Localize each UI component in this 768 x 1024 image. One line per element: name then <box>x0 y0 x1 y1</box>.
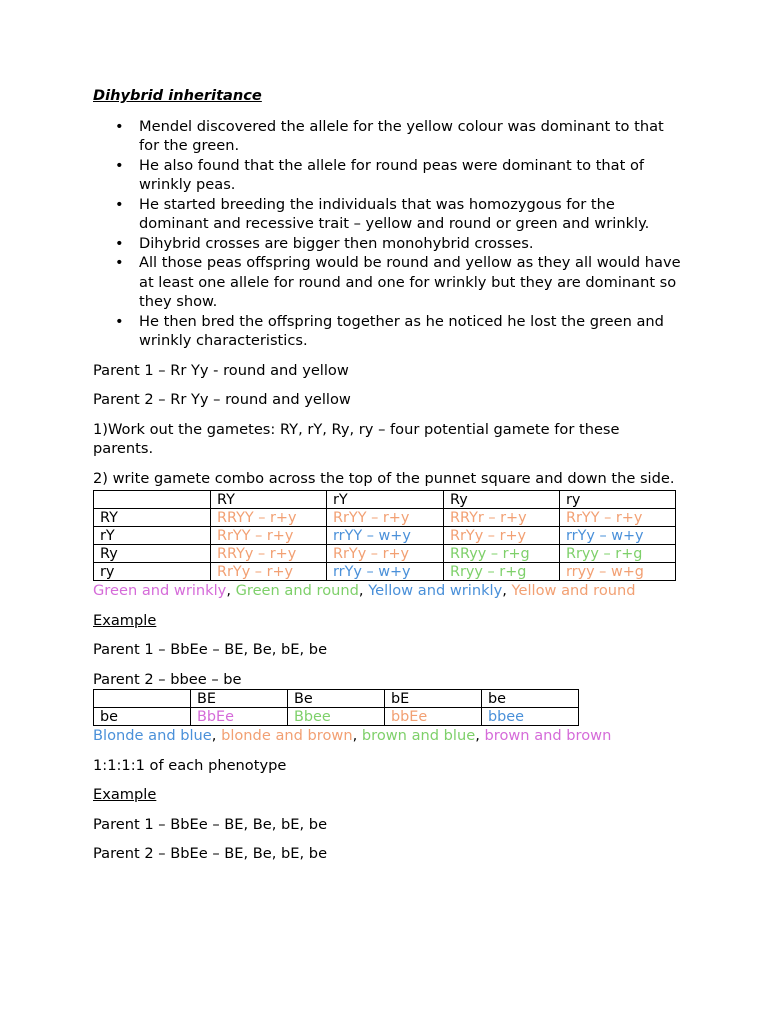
legend-separator: , <box>226 582 236 599</box>
genotype-cell: rrYY – w+y <box>327 527 444 545</box>
genotype-cell: rrYy – w+y <box>327 563 444 581</box>
legend-item: brown and blue <box>361 727 476 744</box>
table-header-cell: BE <box>191 690 288 708</box>
row-label-cell: ry <box>94 563 211 581</box>
example-punnet-table <box>93 689 579 726</box>
bullet-item: • All those peas offspring would be round and yellow as they all would have at least one allele for round and one for wrinkly but they are dominant so they show. <box>115 254 681 310</box>
genotype-cell: RrYy – r+y <box>211 563 327 581</box>
legend-item: blonde and brown <box>221 727 353 744</box>
legend-separator: , <box>211 727 222 744</box>
example1-parent1: Parent 1 – BbEe – BE, Be, bE, be <box>93 641 328 658</box>
table-header-cell: RY <box>211 491 327 509</box>
bullet-icon: • <box>115 312 124 330</box>
genotype-cell: RRYy – r+y <box>211 545 327 563</box>
genotype-cell: rryy – w+g <box>560 563 676 581</box>
parent1-text: Parent 1 – Rr Yy - round and yellow <box>93 361 349 379</box>
legend-item: Green and round <box>235 582 359 599</box>
step2-text: 2) write gamete combo across the top of the punnet square and down the side. <box>93 469 675 487</box>
ratio-text: 1:1:1:1 of each phenotype <box>93 756 287 774</box>
table-row <box>94 545 676 563</box>
document-title: Dihybrid inheritance <box>93 87 262 104</box>
table-row <box>94 708 579 726</box>
legend-separator: , <box>352 727 362 744</box>
bullet-icon: • <box>115 195 124 213</box>
genotype-cell: rrYy – w+y <box>560 527 676 545</box>
table-row <box>94 509 676 527</box>
table-header-cell: be <box>482 690 579 708</box>
genotype-cell: Bbee <box>288 708 385 726</box>
genotype-cell: RrYY – r+y <box>560 509 676 527</box>
genotype-cell: RrYY – r+y <box>327 509 444 527</box>
genotype-cell: bbEe <box>385 708 482 726</box>
genotype-cell: RRYY – r+y <box>211 509 327 527</box>
genotype-cell: RrYY – r+y <box>211 527 327 545</box>
table-header-cell: rY <box>327 491 444 509</box>
legend-separator: , <box>502 582 512 599</box>
row-label-cell: Ry <box>94 545 211 563</box>
table-header-cell: Be <box>288 690 385 708</box>
table-header-cell <box>94 690 191 708</box>
genotype-cell: RRYr – r+y <box>444 509 560 527</box>
row-label-cell: be <box>94 708 191 726</box>
bullet-item: • He also found that the allele for round peas were dominant to that of wrinkly peas. <box>115 156 645 193</box>
example1-parent2: Parent 2 – bbee – be <box>93 670 242 688</box>
bullet-icon: • <box>115 156 124 174</box>
genotype-cell: RrYy – r+y <box>327 545 444 563</box>
step1-text: 1)Work out the gametes: RY, rY, Ry, ry – four potential gamete for these parents. <box>93 420 620 457</box>
genotype-cell: Rryy – r+g <box>444 563 560 581</box>
bullet-icon: • <box>115 234 124 252</box>
row-label-cell: rY <box>94 527 211 545</box>
genotype-cell: bbee <box>482 708 579 726</box>
legend-item: Green and wrinkly <box>93 582 227 599</box>
example2-parent1: Parent 1 – BbEe – BE, Be, bE, be <box>93 815 328 833</box>
example-heading: Example <box>93 611 157 629</box>
genotype-cell: Rryy – r+g <box>560 545 676 563</box>
legend-item: brown and brown <box>484 727 612 744</box>
table-header-cell: Ry <box>444 491 560 509</box>
bullet-icon: • <box>115 117 124 135</box>
example2-parent2: Parent 2 – BbEe – BE, Be, bE, be <box>93 845 328 862</box>
bullet-item: • He started breeding the individuals that was homozygous for the dominant and recessive trait – yellow and round or green and wrinkly. <box>115 195 650 232</box>
legend-item: Yellow and round <box>511 582 636 599</box>
row-label-cell: RY <box>94 509 211 527</box>
legend-item: Yellow and wrinkly <box>368 582 503 599</box>
table-header-cell: ry <box>560 491 676 509</box>
example2-heading: Example <box>93 786 157 803</box>
table-row <box>94 527 676 545</box>
parent2-text: Parent 2 – Rr Yy – round and yellow <box>93 391 351 408</box>
legend-separator: , <box>358 582 369 599</box>
genotype-cell: RrYy – r+y <box>444 527 560 545</box>
genotype-cell: RRyy – r+g <box>444 545 560 563</box>
legend-item: Blonde and blue <box>93 727 212 744</box>
table-row <box>94 563 676 581</box>
table-header-row <box>94 690 579 708</box>
genotype-cell: BbEe <box>191 708 288 726</box>
bullet-list <box>93 117 683 351</box>
bullet-icon: • <box>115 254 124 271</box>
bullet-item: • Mendel discovered the allele for the yellow colour was dominant to that for the green. <box>115 117 664 154</box>
document-page <box>93 86 683 874</box>
table-header-cell <box>94 491 211 509</box>
legend-separator: , <box>475 727 485 744</box>
example-phenotype-legend <box>93 726 683 746</box>
table-header-cell: bE <box>385 690 482 708</box>
phenotype-legend <box>93 581 683 601</box>
bullet-item: • He then bred the offspring together as he noticed he lost the green and wrinkly characteristics. <box>115 312 664 349</box>
table-header-row <box>94 491 676 509</box>
punnet-square-table <box>93 490 676 581</box>
bullet-item: • Dihybrid crosses are bigger then monohybrid crosses. <box>115 234 534 252</box>
